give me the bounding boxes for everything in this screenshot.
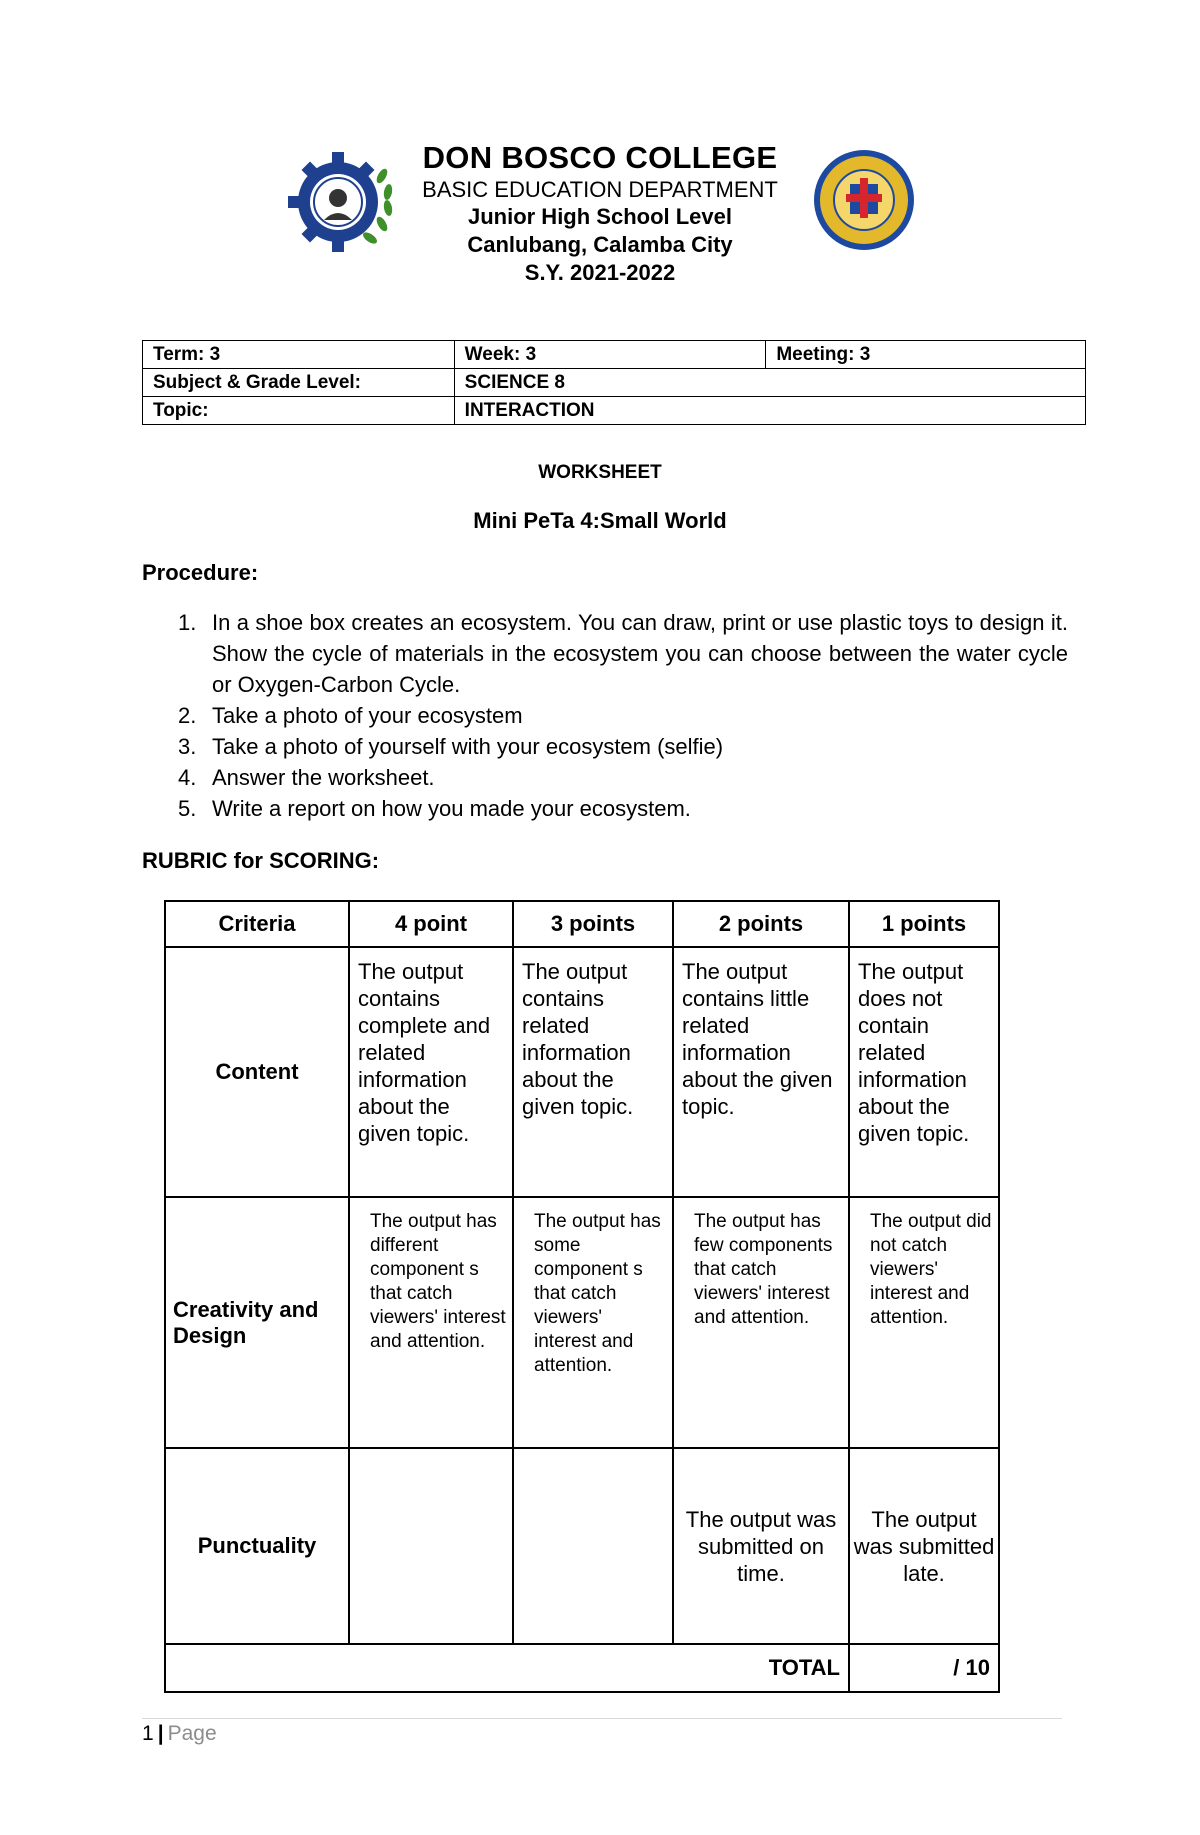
punctuality-3-points [513, 1448, 673, 1644]
footer-separator: | [157, 1722, 164, 1745]
step-text: Write a report on how you made your ecosystem. [212, 796, 691, 821]
list-item [168, 607, 1068, 700]
department-name: BASIC EDUCATION DEPARTMENT [422, 177, 778, 202]
step-number: 1. [178, 610, 197, 635]
class-info-table [142, 340, 1086, 425]
list-item [168, 731, 1068, 762]
header-2-points: 2 points [673, 901, 849, 947]
step-number: 4. [178, 765, 197, 790]
creativity-4-point: The output has different component s that catch viewers' interest and attention. [349, 1197, 513, 1448]
creativity-1-points: The output did not catch viewers' interest and attention. [849, 1197, 999, 1448]
total-value: / 10 [849, 1644, 999, 1692]
subject-value: SCIENCE 8 [454, 369, 1085, 397]
rubric-table [164, 900, 1000, 1693]
criterion-punctuality: Punctuality [165, 1448, 349, 1644]
table-row [165, 947, 999, 1197]
footer-divider [142, 1718, 1062, 1719]
school-year: S.Y. 2021-2022 [524, 260, 676, 285]
header-criteria: Criteria [165, 901, 349, 947]
list-item [168, 793, 1068, 824]
term-cell: Term: 3 [143, 341, 455, 369]
week-cell: Week: 3 [454, 341, 766, 369]
criterion-creativity: Creativity and Design [165, 1197, 349, 1448]
procedure-list [168, 607, 1068, 824]
school-level: Junior High School Level [467, 204, 733, 229]
school-name: DON BOSCO COLLEGE [422, 140, 778, 175]
school-header [380, 140, 820, 287]
list-item [168, 762, 1068, 793]
step-text: Take a photo of yourself with your ecosystem (selfie) [212, 734, 724, 759]
list-item [168, 700, 1068, 731]
punctuality-1-points: The output was submitted late. [849, 1448, 999, 1644]
page-word: Page [167, 1722, 217, 1745]
step-text: Take a photo of your ecosystem [212, 703, 523, 728]
creativity-2-points: The output has few components that catch viewers' interest and attention. [673, 1197, 849, 1448]
step-number: 2. [178, 703, 197, 728]
punctuality-2-points: The output was submitted on time. [673, 1448, 849, 1644]
rubric-heading: RUBRIC for SCORING: [142, 848, 380, 873]
step-text: Answer the worksheet. [212, 765, 435, 790]
table-row [165, 1644, 999, 1692]
criterion-content: Content [165, 947, 349, 1197]
activity-title: Mini PeTa 4:Small World [473, 508, 727, 533]
punctuality-4-point [349, 1448, 513, 1644]
header-4-point: 4 point [349, 901, 513, 947]
step-text: In a shoe box creates an ecosystem. You can draw, print or use plastic toys to design it. Show the cycle of materials in the ecosystem you can choose between the water cycle or Oxygen-Carbon Cycle. [212, 610, 1068, 697]
content-3-points: The output contains related information about the given topic. [513, 947, 673, 1197]
meeting-cell: Meeting: 3 [766, 341, 1086, 369]
topic-value: INTERACTION [454, 397, 1085, 425]
school-location: Canlubang, Calamba City [467, 232, 733, 257]
procedure-heading: Procedure: [142, 560, 259, 585]
worksheet-title: WORKSHEET [538, 462, 662, 483]
step-number: 3. [178, 734, 197, 759]
total-label: TOTAL [165, 1644, 849, 1692]
creativity-3-points: The output has some component s that catch viewers' interest and attention. [513, 1197, 673, 1448]
header-3-points: 3 points [513, 901, 673, 947]
page-footer [142, 1722, 217, 1746]
topic-label: Topic: [143, 397, 455, 425]
table-row [165, 1197, 999, 1448]
college-seal-logo [812, 148, 916, 252]
content-4-point: The output contains complete and related information about the given topic. [349, 947, 513, 1197]
table-row [165, 1448, 999, 1644]
page-number: 1 [142, 1722, 154, 1745]
content-2-points: The output contains little related information about the given topic. [673, 947, 849, 1197]
subject-label: Subject & Grade Level: [143, 369, 455, 397]
step-number: 5. [178, 796, 197, 821]
header-1-points: 1 points [849, 901, 999, 947]
content-1-points: The output does not contain related information about the given topic. [849, 947, 999, 1197]
